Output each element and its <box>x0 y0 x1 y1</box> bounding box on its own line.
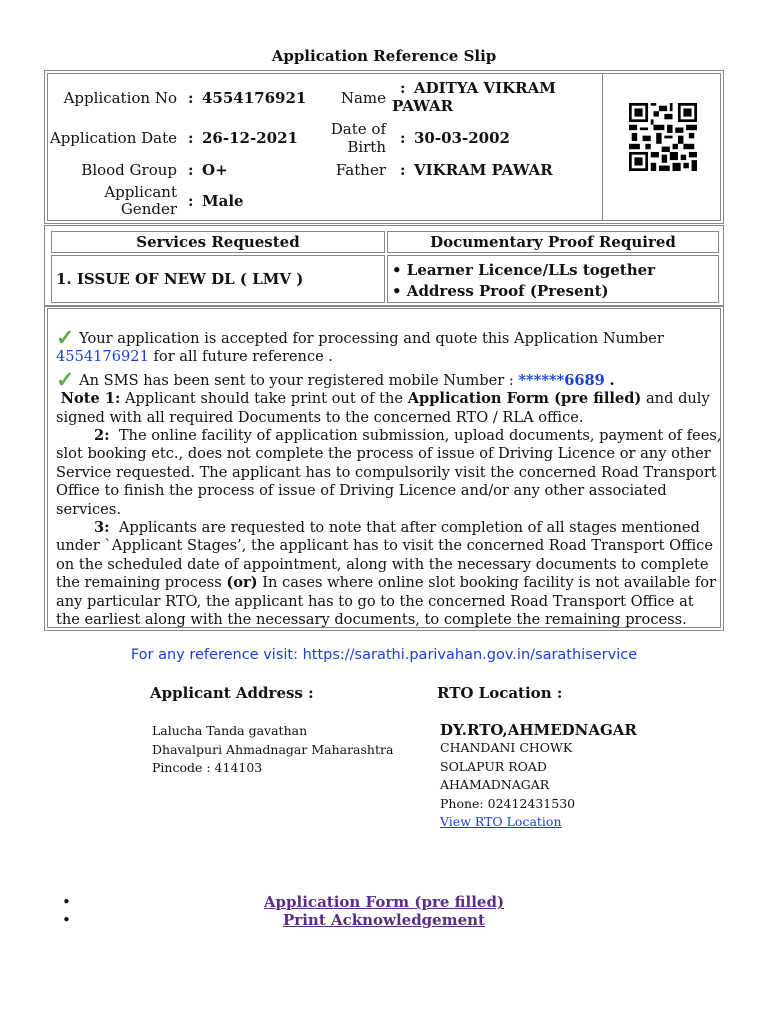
father-value: VIKRAM PAWAR <box>414 161 553 179</box>
applicant-address-heading: Applicant Address : <box>150 684 314 702</box>
page-title: Application Reference Slip <box>271 47 497 65</box>
name-label: Name <box>340 89 386 107</box>
note-2-text: The online facility of application submission, upload documents, payment of fees, slot booking etc., does not complete the process of issue of Driving Licence or any other Service requested. The applicant has to compulsorily visit the concerned Road Transport Office to finish the process of issue of Driving Licence and/or any other associated services. <box>56 427 722 518</box>
colon: : <box>188 129 194 147</box>
address-line: Lalucha Tanda gavathan <box>152 723 308 738</box>
check-icon: ✓ <box>56 325 75 351</box>
accepted-application-no: 4554176921 <box>56 348 149 366</box>
accepted-text: Your application is accepted for processing and quote this Application Number <box>79 330 664 347</box>
services-box <box>44 225 724 307</box>
application-no-value: 4554176921 <box>202 89 307 107</box>
sms-paragraph <box>56 366 722 393</box>
service-cell <box>51 255 385 303</box>
note-3-text-end: In cases where online slot booking facility is not available for any particular RTO, the applicant has to go to the concerned Road Transport Office at the earliest along with the necessary documents, to complete the remaining process. <box>56 574 717 629</box>
rto-address <box>440 721 637 832</box>
proof-item: • Address Proof (Present) <box>392 282 609 300</box>
rto-phone: Phone: 02412431530 <box>440 795 576 811</box>
note-1-text-end: and duly signed with all required Documents to the concerned RTO / RLA office. <box>56 390 710 426</box>
note-3-label: 3: <box>94 519 110 537</box>
services-inner <box>47 228 721 304</box>
sms-text: An SMS has been sent to your registered mobile Number : <box>79 371 514 389</box>
note-1 <box>56 390 722 427</box>
bottom-links <box>0 893 768 929</box>
note-3-text: Applicants are requested to note that after completion of all stages mentioned under `Applicant Stages’, the applicant has to visit the concerned Road Transport Office on the scheduled date of appointment, along with the necessary documents to complete the remaining process <box>56 519 713 592</box>
colon: : <box>400 129 406 147</box>
note-2-label: 2: <box>94 427 110 445</box>
view-rto-location-link[interactable]: View RTO Location <box>440 814 562 829</box>
note-1-label: Note 1: <box>60 390 121 408</box>
note-1-form-name: Application Form (pre filled) <box>407 390 642 408</box>
proof-cell <box>387 255 719 303</box>
colon: : <box>188 161 194 179</box>
colon: : <box>188 89 194 107</box>
father-label: Father <box>335 161 386 179</box>
name-value-line2: PAWAR <box>392 97 454 115</box>
gender-label-line2: Gender <box>120 200 177 218</box>
address-line: Dhavalpuri Ahmadnagar Maharashtra <box>152 741 394 757</box>
application-no-label: Application No <box>63 89 177 107</box>
blood-group-label: Blood Group <box>81 161 177 179</box>
notes-inner <box>47 308 721 628</box>
bullet: • <box>62 911 71 929</box>
note-1-text: Applicant should take print out of the <box>125 390 404 408</box>
note-3 <box>56 519 722 629</box>
documentary-proof-header: Documentary Proof Required <box>387 231 719 253</box>
qr-cell <box>602 74 720 220</box>
colon: : <box>188 192 194 210</box>
rto-location-heading: RTO Location : <box>437 684 563 702</box>
rto-name: DY.RTO,AHMEDNAGAR <box>440 721 637 739</box>
address-line: Pincode : 414103 <box>152 760 263 775</box>
accepted-text-end: for all future reference . <box>153 348 334 366</box>
gender-label-line1: Applicant <box>104 183 177 201</box>
application-date-value: 26-12-2021 <box>202 129 298 147</box>
check-icon: ✓ <box>56 366 75 393</box>
link-row <box>0 893 768 911</box>
sms-mobile-no: ******6689 <box>518 371 605 389</box>
note-3-or: (or) <box>226 574 258 592</box>
rto-address-line: AHAMADNAGAR <box>440 777 550 792</box>
notes-box <box>44 305 724 631</box>
blood-group-value: O+ <box>202 161 228 179</box>
rto-address-line: SOLAPUR ROAD <box>440 758 547 774</box>
note-2 <box>56 427 722 519</box>
service-item: 1. ISSUE OF NEW DL ( LMV ) <box>56 270 304 288</box>
applicant-details-box <box>44 70 724 224</box>
bullet: • <box>62 893 71 911</box>
accepted-paragraph <box>56 325 722 367</box>
sms-text-end: . <box>609 371 615 389</box>
dob-label-line2: Birth <box>347 138 386 156</box>
dob-value: 30-03-2002 <box>414 129 510 147</box>
gender-value: Male <box>202 192 244 210</box>
print-acknowledgement-link[interactable]: Print Acknowledgement <box>283 911 485 929</box>
applicant-details-inner <box>47 73 721 221</box>
reference-url-text: For any reference visit: https://sarathi.parivahan.gov.in/sarathiservice <box>130 647 638 663</box>
qr-code <box>629 103 697 171</box>
notes-text <box>56 309 722 630</box>
name-value-line1: ADITYA VIKRAM <box>414 79 556 97</box>
applicant-address <box>152 722 393 778</box>
colon: : <box>400 161 406 179</box>
proof-item: • Learner Licence/LLs together <box>392 261 656 279</box>
rto-address-line: CHANDANI CHOWK <box>440 740 573 755</box>
link-row <box>0 911 768 929</box>
services-requested-header: Services Requested <box>51 231 385 253</box>
colon: : <box>400 79 406 97</box>
application-date-label: Application Date <box>49 129 177 147</box>
application-form-link[interactable]: Application Form (pre filled) <box>263 893 505 911</box>
dob-label-line1: Date of <box>330 120 386 138</box>
